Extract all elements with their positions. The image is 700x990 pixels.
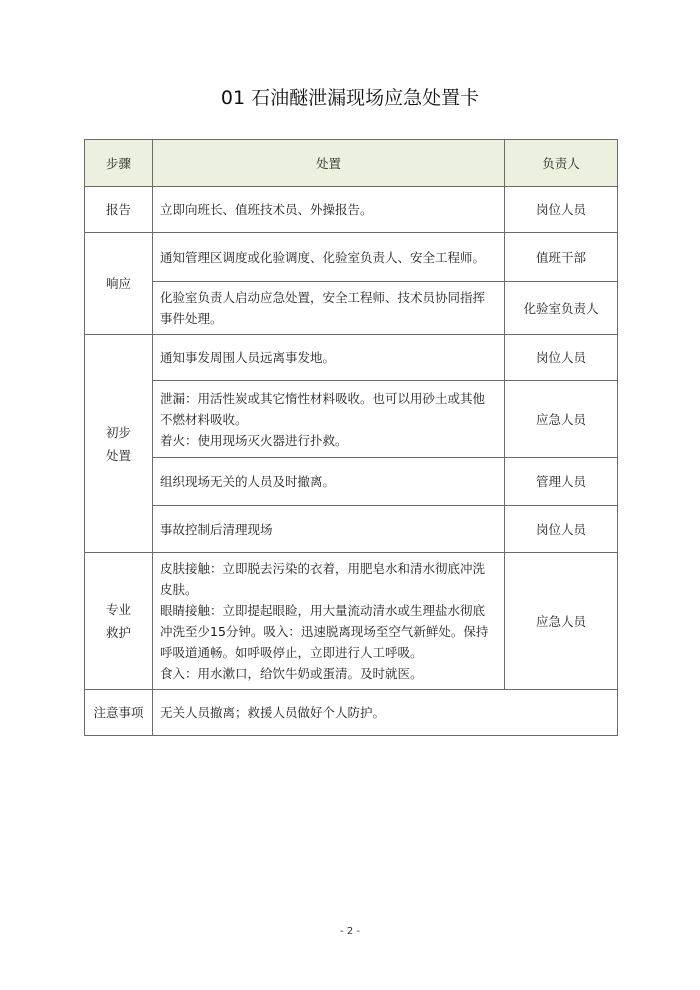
action-cell bbox=[153, 381, 505, 458]
owner-cell: 应急人员 bbox=[505, 381, 618, 458]
table-row bbox=[85, 233, 618, 282]
table-row bbox=[85, 335, 618, 381]
action-line: 食入：用水漱口，给饮牛奶或蛋清。及时就医。 bbox=[160, 666, 423, 681]
step-label: 报告 bbox=[105, 202, 131, 217]
step-cell bbox=[85, 553, 153, 690]
header-action: 处置 bbox=[153, 140, 505, 187]
action-cell: 立即向班长、值班技术员、外操报告。 bbox=[153, 187, 505, 233]
table-row bbox=[85, 506, 618, 553]
action-cell: 无关人员撤离；救援人员做好个人防护。 bbox=[153, 690, 618, 736]
emergency-card-table bbox=[84, 139, 618, 736]
action-cell: 组织现场无关的人员及时撤离。 bbox=[153, 458, 505, 506]
action-cell bbox=[153, 553, 505, 690]
owner-cell: 岗位人员 bbox=[505, 506, 618, 553]
step-label: 注意事项 bbox=[93, 705, 144, 720]
action-cell: 通知事发周围人员远离事发地。 bbox=[153, 335, 505, 381]
step-label: 响应 bbox=[105, 276, 131, 291]
owner-cell: 化验室负责人 bbox=[505, 282, 618, 335]
table-header-row bbox=[85, 140, 618, 187]
owner-cell: 岗位人员 bbox=[505, 187, 618, 233]
header-step: 步骤 bbox=[85, 140, 153, 187]
step-cell bbox=[85, 187, 153, 233]
action-line: 泄漏：用活性炭或其它惰性材料吸收。也可以用砂土或其他不燃材料吸收。 bbox=[160, 390, 486, 427]
step-label: 初步处置 bbox=[105, 424, 131, 463]
table-row bbox=[85, 187, 618, 233]
step-cell bbox=[85, 690, 153, 736]
step-label: 专业救护 bbox=[105, 602, 131, 640]
step-cell bbox=[85, 233, 153, 335]
action-line: 眼睛接触：立即提起眼睑，用大量流动清水或生理盐水彻底冲洗至少15分钟。吸入：迅速脱离现场至空气新鲜处。保持呼吸道通畅。如呼吸停止，立即进行人工呼吸。 bbox=[160, 603, 489, 660]
page-number: - 2 - bbox=[340, 926, 360, 937]
step-cell bbox=[85, 335, 153, 553]
action-cell: 事故控制后清理现场 bbox=[153, 506, 505, 553]
owner-cell: 值班干部 bbox=[505, 233, 618, 282]
table-row bbox=[85, 458, 618, 506]
header-owner: 负责人 bbox=[505, 140, 618, 187]
owner-cell: 管理人员 bbox=[505, 458, 618, 506]
action-line: 皮肤接触：立即脱去污染的衣着，用肥皂水和清水彻底冲洗皮肤。 bbox=[160, 561, 486, 597]
table-row bbox=[85, 553, 618, 690]
action-cell: 化验室负责人启动应急处置，安全工程师、技术员协同指挥事件处理。 bbox=[153, 282, 505, 335]
page-title: 01 石油醚泄漏现场应急处置卡 bbox=[220, 87, 480, 109]
owner-cell: 岗位人员 bbox=[505, 335, 618, 381]
action-cell: 通知管理区调度或化验调度、化验室负责人、安全工程师。 bbox=[153, 233, 505, 282]
action-line: 着火：使用现场灭火器进行扑救。 bbox=[160, 432, 348, 448]
table-row bbox=[85, 381, 618, 458]
table-row bbox=[85, 282, 618, 335]
table-row bbox=[85, 690, 618, 736]
owner-cell: 应急人员 bbox=[505, 553, 618, 690]
